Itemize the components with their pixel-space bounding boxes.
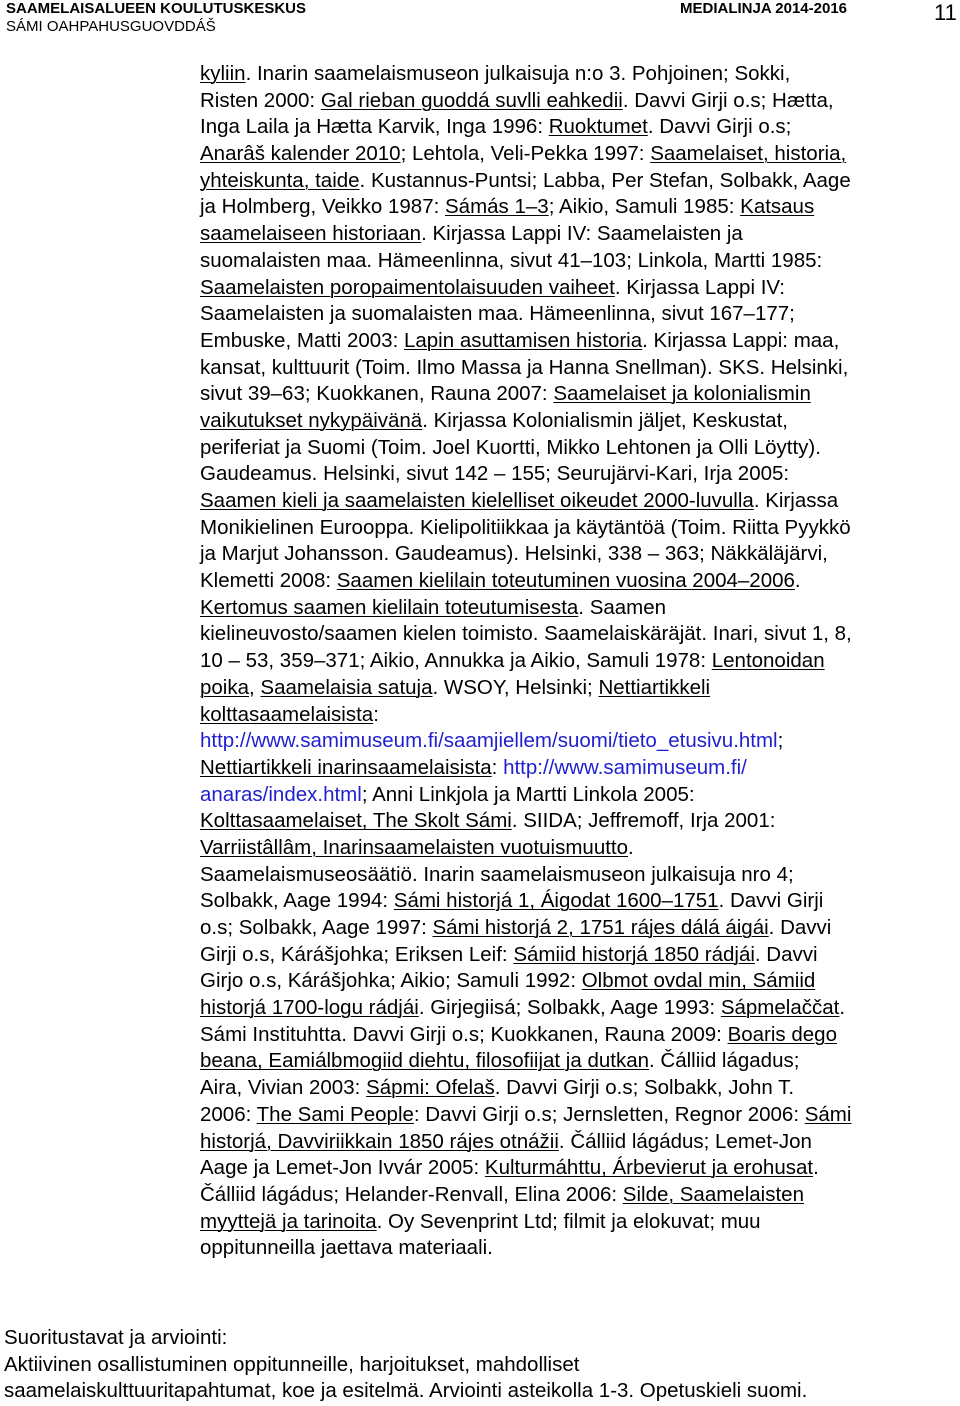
reference-text: . Oy Sevenprint Ltd; filmit ja elokuvat; muu	[376, 1209, 761, 1233]
reference-text: kansat, kulttuurit (Toim. Ilmo Massa ja Hanna Snellman). SKS. Helsinki,	[200, 355, 849, 379]
reference-text: . SIIDA; Jeffremoff, Irja 2001:	[511, 809, 776, 833]
reference-text: Inga Laila ja Hætta Karvik, Inga 1996:	[200, 115, 549, 139]
reference-line	[200, 968, 960, 995]
reference-text: Girjo o.s, Kárášjohka; Aikio; Samuli 1992:	[200, 969, 582, 993]
reference-text: ; Anni Linkjola ja Martti Linkola 2005:	[361, 782, 695, 806]
reference-text: . Saamen	[578, 595, 667, 619]
reference-text: ; Lehtola, Veli-Pekka 1997:	[400, 142, 651, 166]
underlined-title: vaikutukset nykypäivänä	[200, 408, 423, 432]
reference-line	[200, 408, 960, 435]
reference-text: Saamelaismuseosäätiö. Inarin saamelaismuseon julkaisuja nro 4;	[200, 862, 794, 886]
underlined-title: myyttejä ja tarinoita	[200, 1209, 377, 1233]
reference-text: . Kirjassa	[753, 489, 839, 512]
reference-text: : Davvi Girji o.s; Jernsletten, Regnor 2006:	[413, 1102, 805, 1126]
reference-text: ja Holmberg, Veikko 1987:	[200, 195, 445, 219]
reference-text: Monikielinen Eurooppa. Kielipolitiikkaa ja käytäntöä (Toim. Riitta Pyykkö	[200, 515, 851, 539]
underlined-title: Nettiartikkeli inarinsaamelaisista	[200, 755, 492, 779]
reference-line	[200, 88, 960, 115]
reference-line	[200, 862, 960, 889]
reference-line	[200, 248, 960, 275]
reference-text: Embuske, Matti 2003:	[200, 328, 404, 352]
reference-text: ;	[777, 729, 784, 753]
underlined-title: saamelaiseen historiaan	[200, 222, 422, 246]
reference-line	[200, 168, 960, 195]
reference-line	[200, 461, 960, 488]
reference-text: kielineuvosto/saamen kielen toimisto. Saamelaiskäräjät. Inari, sivut 1, 8,	[200, 622, 852, 646]
reference-line	[200, 782, 960, 809]
underlined-title: Sámás 1–3	[445, 195, 549, 219]
reference-text: . Čálliid lágadus;	[649, 1049, 800, 1073]
reference-line	[200, 888, 960, 915]
reference-text: . Čálliid lágádus; Lemet-Jon	[558, 1129, 812, 1153]
reference-text: . Davvi	[768, 916, 832, 939]
underlined-title: historjá, Davviriikkain 1850 rájes otnážii	[200, 1129, 559, 1153]
page-header	[0, 0, 960, 44]
reference-text: Gaudeamus. Helsinki, sivut 142 – 155; Seurujärvi-Kari, Irja 2005:	[200, 462, 790, 486]
underlined-title: Sámiid historjá 1850 rádjái	[513, 942, 755, 966]
reference-line	[200, 621, 960, 648]
reference-text: 2006:	[200, 1102, 257, 1126]
underlined-title: Sámi historjá 2, 1751 rájes dálá áigái	[432, 916, 769, 939]
reference-text: Sámi Instituhtta. Davvi Girji o.s; Kuokkanen, Rauna 2009:	[200, 1022, 728, 1046]
reference-text: . Inarin saamelaismuseon julkaisuja n:o 3. Pohjoinen; Sokki,	[245, 62, 791, 85]
reference-text: . Davvi Girji	[718, 889, 824, 913]
reference-text: ; Aikio, Samuli 1985:	[548, 195, 741, 219]
underlined-title: Saamelaisia satuja	[260, 675, 433, 699]
reference-text: Solbakk, Aage 1994:	[200, 889, 394, 913]
reference-text: 10 – 53, 359–371; Aikio, Annukka ja Aikio, Samuli 1978:	[200, 649, 712, 673]
header-organization: SAAMELAISALUEEN KOULUTUSKESKUS	[6, 0, 307, 17]
reference-line	[200, 515, 960, 542]
underlined-title: Kolttasaamelaiset, The Skolt Sámi	[200, 809, 512, 833]
reference-line	[200, 1022, 960, 1049]
reference-line	[200, 275, 960, 302]
reference-line	[200, 835, 960, 862]
assessment-section	[4, 1325, 959, 1405]
reference-line	[200, 1155, 960, 1182]
reference-line	[200, 1182, 960, 1209]
reference-text: .	[839, 996, 846, 1020]
reference-line	[200, 942, 960, 969]
reference-line	[200, 355, 960, 382]
url-link[interactable]: anaras/index.html	[200, 782, 362, 806]
reference-text: . WSOY, Helsinki;	[432, 675, 599, 699]
reference-text: . Davvi	[754, 942, 818, 966]
reference-text: :	[491, 755, 504, 779]
reference-line	[200, 728, 960, 755]
reference-text: Aage ja Lemet-Jon Ivvár 2005:	[200, 1156, 485, 1180]
reference-line	[200, 595, 960, 622]
underlined-title: The Sami People	[256, 1102, 414, 1126]
url-link[interactable]: http://www.samimuseum.fi/saamjiellem/suomi/tieto_etusivu.html	[200, 729, 778, 753]
reference-line	[200, 915, 960, 942]
underlined-title: Katsaus	[740, 195, 815, 219]
reference-text: . Davvi Girji o.s; Hætta,	[622, 88, 834, 112]
underlined-title: Saamelaiset, historia,	[650, 142, 847, 166]
reference-line	[200, 541, 960, 568]
underlined-title: Lapin asuttamisen historia	[403, 328, 643, 352]
reference-text: . Davvi Girji o.s; Solbakk, John T.	[494, 1076, 795, 1100]
url-link[interactable]: http://www.samimuseum.fi/	[503, 755, 747, 779]
underlined-title: historjá 1700-logu rádjái	[200, 996, 419, 1020]
underlined-title: Nettiartikkeli	[598, 675, 711, 699]
underlined-title: Saamen kielilain toteutuminen vuosina 2004–2006	[336, 569, 795, 593]
underlined-title: Boaris dego	[727, 1022, 837, 1046]
underlined-title: Ruoktumet	[548, 115, 648, 139]
reference-text: Girji o.s, Kárášjohka; Eriksen Leif:	[200, 942, 514, 966]
underlined-title: yhteiskunta, taide	[200, 168, 360, 192]
reference-text: .	[628, 835, 634, 859]
underlined-title: Kertomus saamen kielilain toteutumisesta	[200, 595, 579, 619]
reference-text: . Kirjassa Lappi: maa,	[642, 328, 840, 352]
reference-text: oppitunneilla jaettava materiaali.	[200, 1236, 493, 1260]
reference-line	[200, 1102, 960, 1129]
reference-text: . Kirjassa Kolonialismin jäljet, Keskustat,	[422, 408, 788, 432]
reference-line	[200, 435, 960, 462]
reference-text: o.s; Solbakk, Aage 1997:	[200, 916, 433, 939]
reference-text: Klemetti 2008:	[200, 569, 337, 593]
reference-line	[200, 568, 960, 595]
reference-text: . Girjegiisá; Solbakk, Aage 1993:	[418, 996, 721, 1020]
underlined-title: Sápmi: Ofelaš	[366, 1076, 495, 1100]
reference-text: . Kirjassa Lappi IV:	[614, 275, 785, 299]
underlined-title: poika	[200, 675, 250, 699]
reference-line	[200, 328, 960, 355]
reference-line	[200, 808, 960, 835]
reference-line	[200, 995, 960, 1022]
reference-line	[200, 301, 960, 328]
reference-text: .	[813, 1156, 819, 1180]
reference-line	[200, 488, 960, 515]
assessment-text-line: Aktiivinen osallistuminen oppitunneille, harjoitukset, mahdolliset	[4, 1352, 580, 1376]
reference-text: :	[373, 702, 379, 726]
underlined-title: Lentonoidan	[711, 649, 825, 673]
reference-line	[200, 675, 960, 702]
underlined-title: beana, Eamiálbmogiid diehtu, filosofiijat ja dutkan	[200, 1049, 649, 1073]
reference-line	[200, 114, 960, 141]
reference-text: . Kustannus-Puntsi; Labba, Per Stefan, Solbakk, Aage	[359, 168, 851, 192]
reference-line	[200, 381, 960, 408]
reference-line	[200, 1075, 960, 1102]
reference-text: suomalaisten maa. Hämeenlinna, sivut 41–103; Linkola, Martti 1985:	[200, 248, 823, 272]
underlined-title: Silde, Saamelaisten	[622, 1182, 804, 1206]
underlined-title: Sápmelaččat	[720, 996, 840, 1020]
reference-text: Čálliid lágádus; Helander-Renvall, Elina 2006:	[200, 1182, 623, 1206]
underlined-title: Varriistâllâm, Inarinsaamelaisten vuotuismuutto	[200, 835, 629, 859]
reference-line	[200, 1235, 960, 1262]
reference-text: .	[794, 569, 801, 593]
reference-text: Saamelaisten ja suomalaisten maa. Hämeenlinna, sivut 167–177;	[200, 302, 795, 326]
reference-text: Risten 2000:	[200, 88, 321, 112]
header-course-title: MEDIALINJA 2014-2016	[680, 0, 848, 17]
reference-line	[200, 1209, 960, 1236]
underlined-title: kolttasaamelaisista	[200, 702, 374, 726]
reference-line	[200, 194, 960, 221]
reference-text: . Davvi Girji o.s;	[647, 115, 792, 139]
header-organization-sami: SÁMI OAHPAHUSGUOVDDÁŠ	[6, 18, 216, 35]
underlined-title: Saamelaiset ja kolonialismin	[553, 382, 811, 406]
underlined-title: Anarâš kalender 2010	[200, 142, 401, 166]
underlined-title: kyliin	[200, 62, 246, 85]
assessment-text-line: saamelaiskulttuuritapahtumat, koe ja esitelmä. Arviointi asteikolla 1-3. Opetuskieli suomi.	[4, 1379, 808, 1403]
underlined-title: Olbmot ovdal min, Sámiid	[581, 969, 816, 993]
reference-line	[200, 648, 960, 675]
underlined-title: Gal rieban guoddá suvlli eahkedii	[320, 88, 623, 112]
reference-line	[200, 755, 960, 782]
underlined-title: Kulturmáhttu, Árbevierut ja erohusat	[484, 1156, 814, 1180]
reference-line	[200, 61, 960, 88]
reference-line	[200, 141, 960, 168]
reference-line	[200, 1048, 960, 1075]
underlined-title: Sámi	[804, 1102, 852, 1126]
underlined-title: Sámi historjá 1, Áigodat 1600–1751	[393, 889, 719, 913]
underlined-title: Saamelaisten poropaimentolaisuuden vaiheet	[200, 275, 615, 299]
reference-text: ,	[249, 675, 261, 699]
reference-list	[200, 61, 960, 1262]
reference-line	[200, 221, 960, 248]
underlined-title: Saamen kieli ja saamelaisten kielelliset oikeudet 2000-luvulla	[200, 489, 754, 512]
page-number: 11	[934, 0, 957, 25]
reference-line	[200, 1129, 960, 1156]
reference-text: . Kirjassa Lappi IV: Saamelaisten ja	[421, 222, 743, 246]
reference-text: periferiat ja Suomi (Toim. Joel Kuortti, Mikko Lehtonen ja Olli Löytty).	[200, 435, 821, 459]
assessment-heading: Suoritustavat ja arviointi:	[4, 1326, 228, 1349]
reference-text: Aira, Vivian 2003:	[200, 1076, 367, 1100]
reference-text: ja Marjut Johansson. Gaudeamus). Helsinki, 338 – 363; Näkkäläjärvi,	[200, 542, 828, 566]
reference-line	[200, 702, 960, 729]
reference-text: sivut 39–63; Kuokkanen, Rauna 2007:	[200, 382, 554, 406]
